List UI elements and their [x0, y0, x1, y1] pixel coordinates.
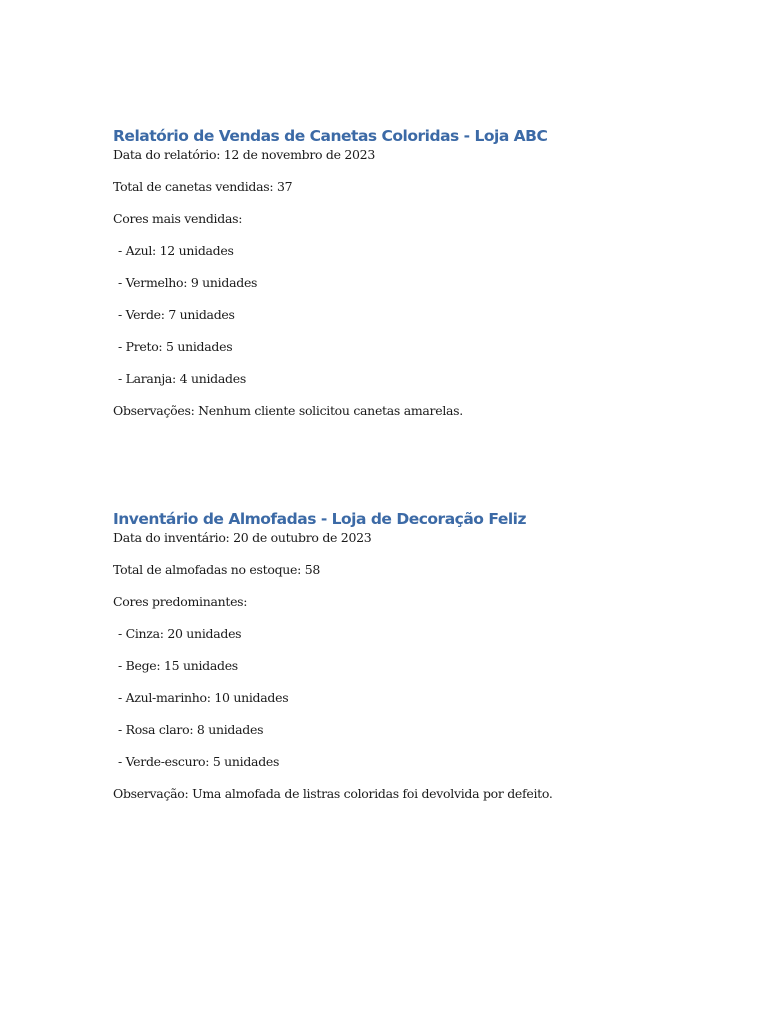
sales-report-section — [113, 125, 713, 419]
report-total: Total de canetas vendidas: 37 — [113, 179, 293, 194]
list-item: - Verde: 7 unidades — [118, 307, 235, 322]
report-note: Observações: Nenhum cliente solicitou canetas amarelas. — [113, 403, 463, 418]
list-item: - Azul: 12 unidades — [118, 243, 234, 258]
section-heading: Relatório de Vendas de Canetas Coloridas - Loja ABC — [113, 127, 548, 145]
list-item: - Cinza: 20 unidades — [118, 626, 242, 641]
list-item: - Azul-marinho: 10 unidades — [118, 690, 289, 705]
report-note: Observação: Uma almofada de listras coloridas foi devolvida por defeito. — [113, 786, 553, 801]
colors-label: Cores predominantes: — [113, 594, 248, 609]
list-item: - Vermelho: 9 unidades — [118, 275, 258, 290]
inventory-section — [113, 508, 713, 802]
list-item: - Preto: 5 unidades — [118, 339, 233, 354]
report-date: Data do inventário: 20 de outubro de 2023 — [113, 530, 372, 545]
report-total: Total de almofadas no estoque: 58 — [113, 562, 321, 577]
section-heading: Inventário de Almofadas - Loja de Decoração Feliz — [113, 510, 526, 528]
list-item: - Bege: 15 unidades — [118, 658, 238, 673]
list-item: - Verde-escuro: 5 unidades — [118, 754, 280, 769]
list-item: - Laranja: 4 unidades — [118, 371, 246, 386]
list-item: - Rosa claro: 8 unidades — [118, 722, 264, 737]
report-date: Data do relatório: 12 de novembro de 2023 — [113, 147, 375, 162]
colors-label: Cores mais vendidas: — [113, 211, 243, 226]
